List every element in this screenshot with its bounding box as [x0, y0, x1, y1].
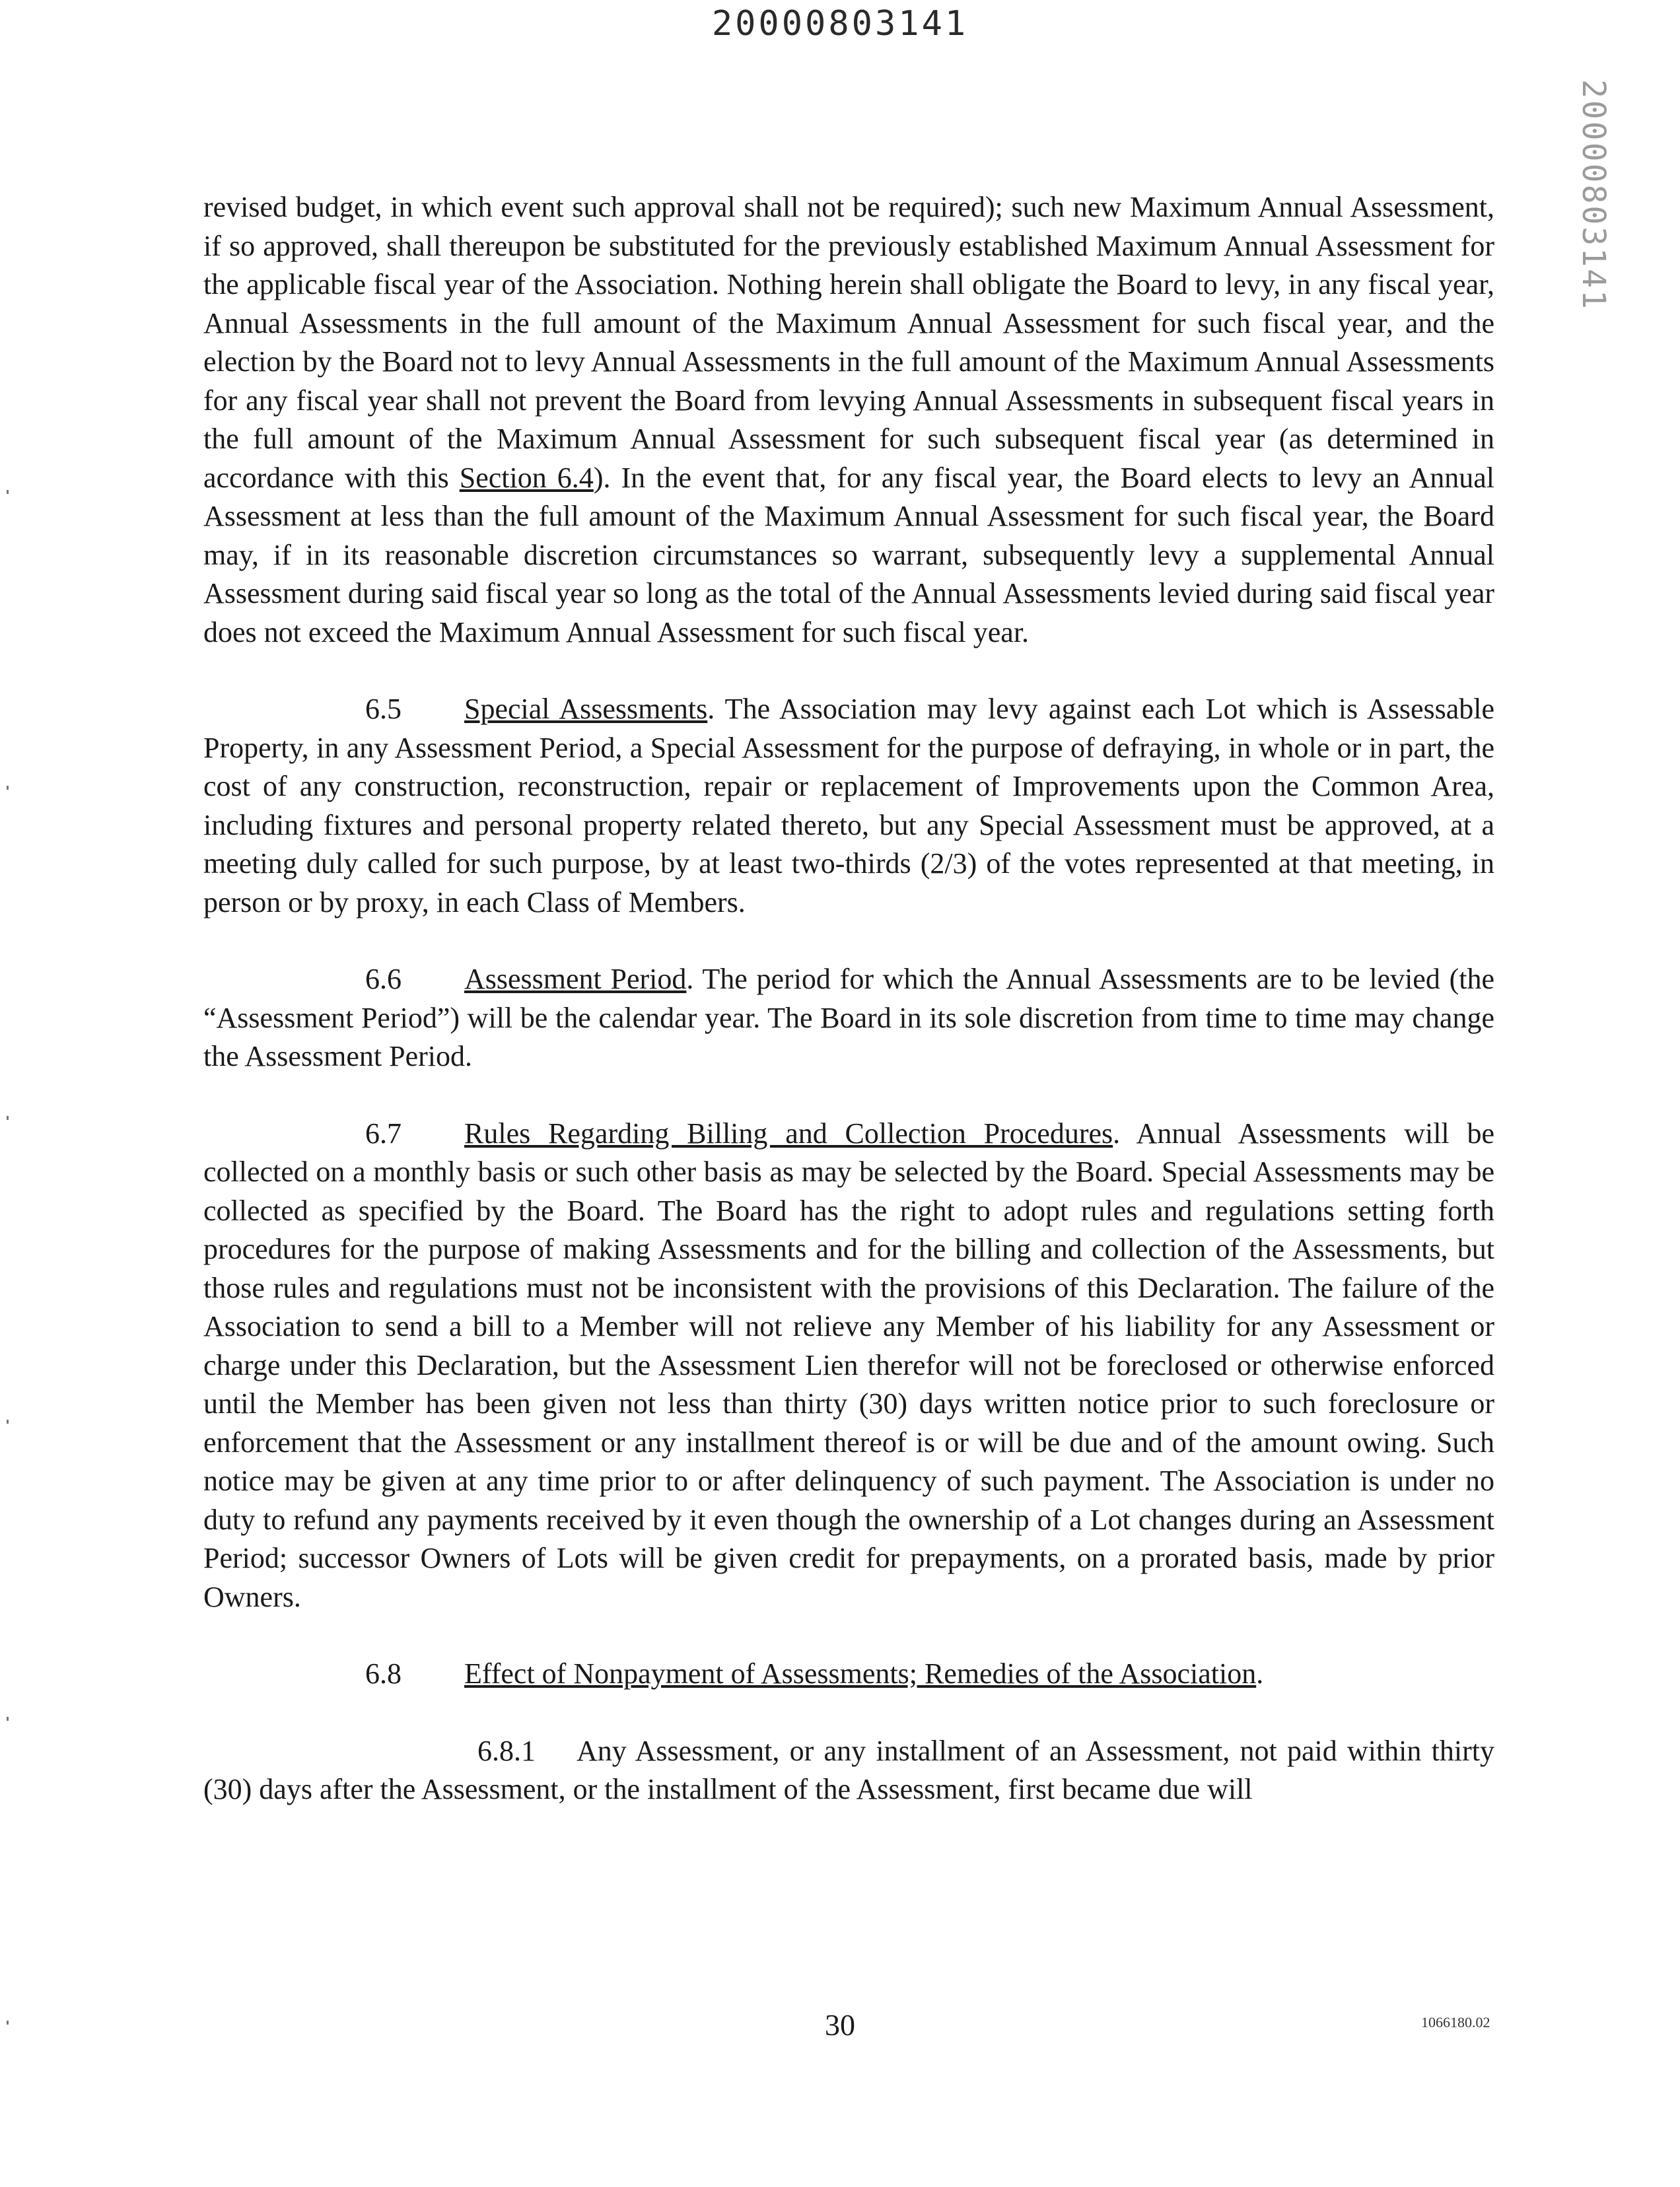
- section-6-4-reference: Section 6.4: [459, 461, 594, 494]
- scan-edge-mark: [7, 1420, 9, 1424]
- section-title: Assessment Period: [464, 963, 687, 995]
- section-6-5: [203, 690, 1494, 922]
- section-title: Effect of Nonpayment of Assessments; Remedies of the Association: [464, 1657, 1257, 1690]
- intro-text-continued: ). In the event that, for any fiscal year, the Board elects to levy an Annual Assessment at less than the full amount of the Maximum Annual Assessment for such fiscal year, the Board may, if in its reasonable discretion circumstances so warrant, subsequently levy a supplemental Annual Assessment during said fiscal year so long as the total of the Annual Assessments levied during said fiscal year does not exceed the Maximum Annual Assessment for such fiscal year.: [203, 461, 1494, 648]
- section-text: . The Association may levy against each Lot which is Assessable Property, in any Assessment Period, a Special Assessment for the purpose of defraying, in whole or in part, the cost of any construction, reconstruction, repair or replacement of Improvements upon the Common Area, including fixtures and personal property related thereto, but any Special Assessment must be approved, at a meeting duly called for such purpose, by at least two-thirds (2/3) of the votes represented at that meeting, in person or by proxy, in each Class of Members.: [203, 693, 1495, 919]
- scan-edge-mark: [7, 490, 9, 494]
- section-title-period: .: [1256, 1657, 1264, 1690]
- section-title: Rules Regarding Billing and Collection Procedures: [464, 1117, 1113, 1150]
- section-number: 6.7: [365, 1117, 402, 1150]
- intro-text: revised budget, in which event such approval shall not be required); such new Maximum Annual Assessment, if so approved, shall thereupon be substituted for the previously established Maximum Annual Assessment for the applicable fiscal year of the Association. Nothing herein shall obligate the Board to levy, in any fiscal year, Annual Assessments in the full amount of the Maximum Annual Assessment for such fiscal year, and the election by the Board not to levy Annual Assessments in the full amount of the Maximum Annual Assessments for any fiscal year shall not prevent the Board from levying Annual Assessments in subsequent fiscal years in the full amount of the Maximum Annual Assessment for such subsequent fiscal year (as determined in accordance with this: [203, 191, 1494, 494]
- section-6-7: [203, 1115, 1494, 1617]
- document-code: 1066180.02: [1421, 2014, 1490, 2031]
- section-6-6: [203, 960, 1494, 1076]
- section-text: . Annual Assessments will be collected on a monthly basis or such other basis as may be selected by the Board. Special Assessments may be collected as specified by the Board. The Board has the right to adopt rules and regulations setting forth procedures for the purpose of making Assessments and for the billing and collection of the Assessments, but those rules and regulations must not be inconsistent with the provisions of this Declaration. The failure of the Association to send a bill to a Member will not relieve any Member of his liability for any Assessment or charge under this Declaration, but the Assessment Lien therefor will not be foreclosed or otherwise enforced until the Member has been given not less than thirty (30) days written notice prior to such foreclosure or enforcement that the Assessment or any installment thereof is or will be due and of the amount owing. Such notice may be given at any time prior to or after delinquency of such payment. The Association is under no duty to refund any payments received by it even though the ownership of a Lot changes during an Assessment Period; successor Owners of Lots will be given credit for prepayments, on a prorated basis, made by prior Owners.: [203, 1117, 1494, 1613]
- section-text: . The period for which the Annual Assessments are to be levied (the “Assessment Period”) will be the calendar year. The Board in its sole discretion from time to time may change the Assessment Period.: [203, 963, 1494, 1072]
- scan-edge-mark: [7, 1116, 9, 1120]
- page-number: 30: [825, 2008, 855, 2042]
- section-6-8-1: [203, 1732, 1494, 1809]
- section-6-8-heading: [203, 1655, 1494, 1694]
- document-body: [203, 188, 1494, 1848]
- paragraph-intro: [203, 188, 1494, 652]
- scan-edge-mark: [7, 1717, 9, 1721]
- scan-edge-mark: [7, 786, 9, 790]
- subsection-number: 6.8.1: [477, 1734, 536, 1767]
- side-stamp-number: 20000803141: [1575, 79, 1612, 311]
- section-title: Special Assessments: [464, 693, 708, 725]
- subsection-text: Any Assessment, or any installment of an Assessment, not paid within thirty (30) days after the Assessment, or the installment of the Assessment, first became due will: [203, 1734, 1494, 1805]
- section-number: 6.8: [365, 1657, 402, 1690]
- section-number: 6.6: [365, 963, 402, 995]
- section-number: 6.5: [365, 693, 402, 725]
- document-number-header: 20000803141: [711, 4, 969, 44]
